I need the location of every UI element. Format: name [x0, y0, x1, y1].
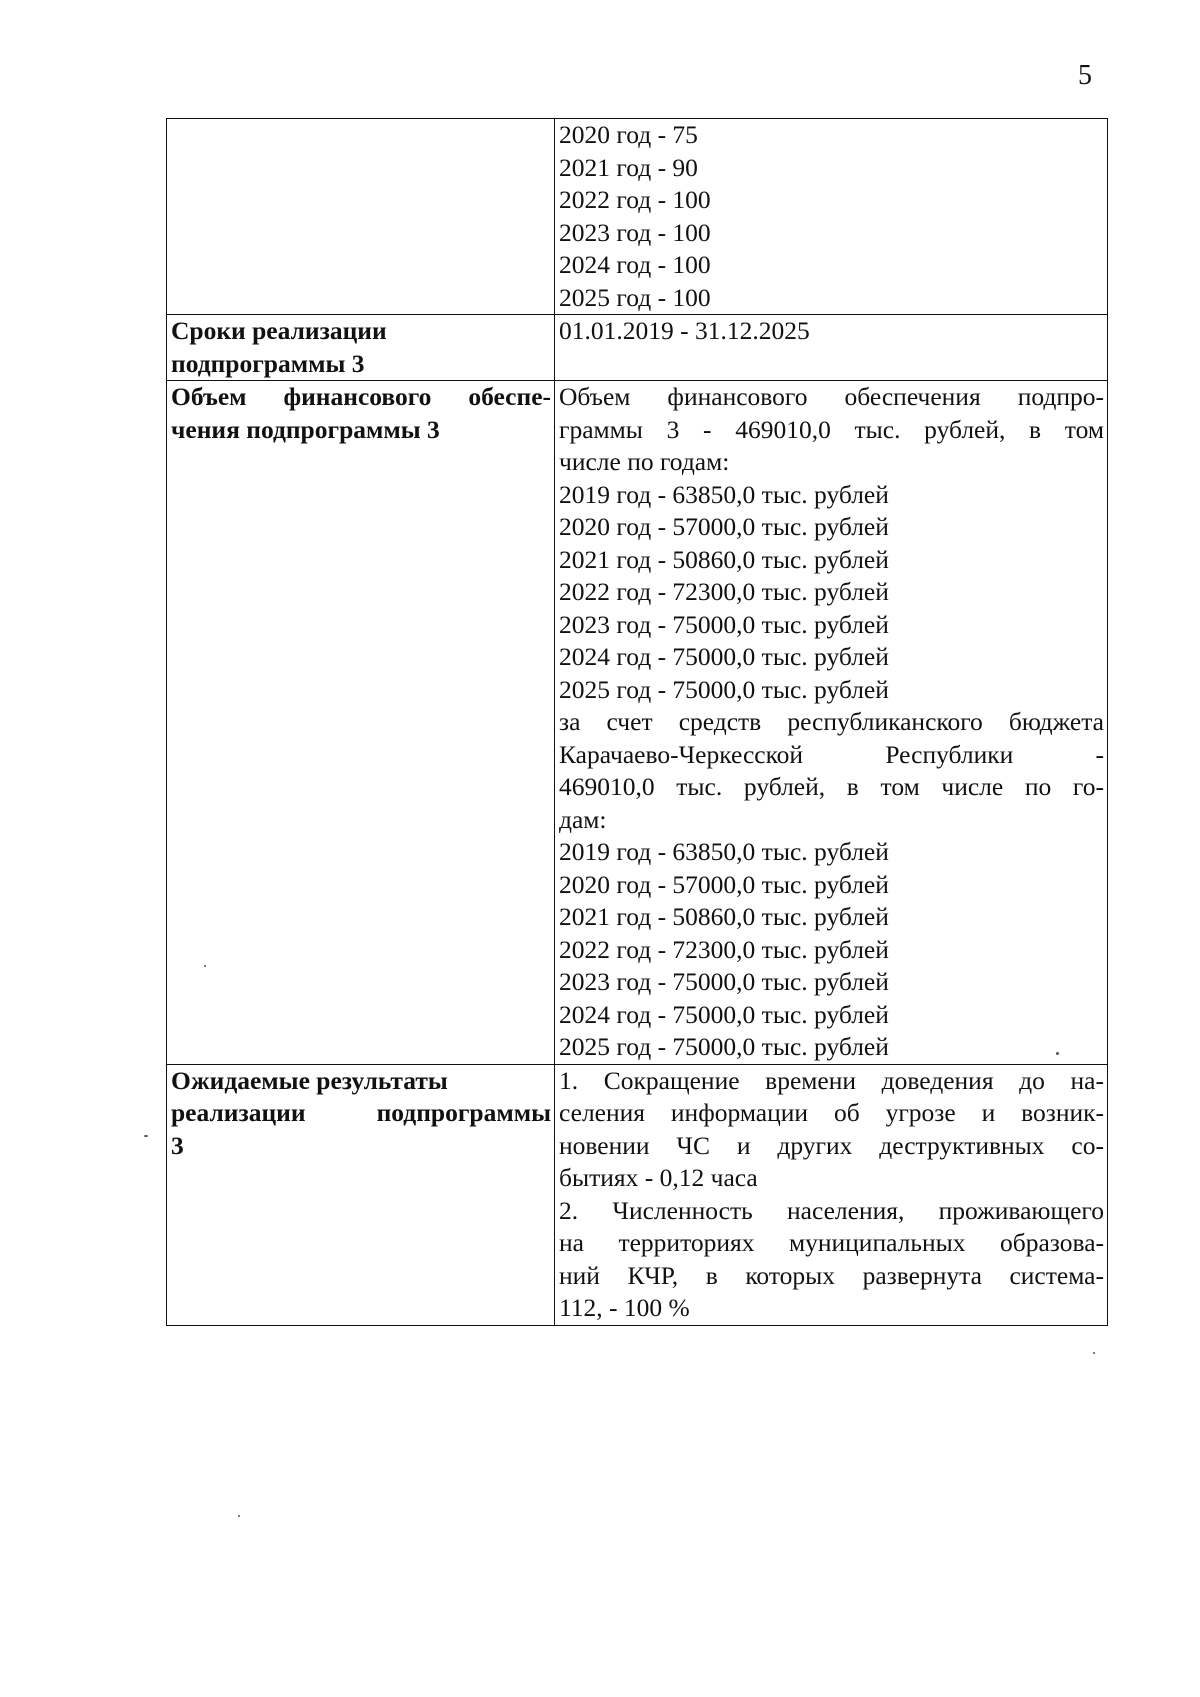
subprogram-passport-table — [166, 118, 1108, 1326]
results-value-line: 112, - 100 % — [559, 1293, 690, 1322]
indicator-value-line: 2024 год - 100 — [559, 250, 711, 279]
results-value-line: на территориях муниципальных образова- — [559, 1228, 1104, 1257]
results-value-cell — [555, 1064, 1108, 1325]
funding-value-line: 2024 год - 75000,0 тыс. рублей — [559, 642, 889, 671]
terms-label-line: Сроки реализации — [171, 316, 387, 345]
funding-label-line: чения подпрограммы 3 — [171, 414, 440, 444]
indicator-value-line: 2023 год - 100 — [559, 217, 711, 247]
funding-value-line: Объем финансового обеспечения подпро- — [559, 382, 1104, 411]
funding-value-line: числе по годам: — [559, 447, 730, 476]
terms-label-line: подпрограммы 3 — [171, 348, 365, 378]
indicator-value-line: 2025 год - 100 — [559, 282, 711, 312]
table-row-indicators — [167, 119, 1108, 315]
funding-value-cell — [555, 381, 1108, 1065]
funding-value-line: 2021 год - 50860,0 тыс. рублей — [559, 544, 889, 574]
funding-value-line: за счет средств республиканского бюджета — [559, 707, 1104, 736]
results-value-line: 1. Сокращение времени доведения до на- — [559, 1065, 1104, 1095]
results-value-line: новении ЧС и других деструктивных со- — [559, 1130, 1104, 1160]
terms-value-cell — [555, 315, 1108, 381]
funding-value-line: 2022 год - 72300,0 тыс. рублей — [559, 577, 889, 606]
funding-value-line: Карачаево-Черкесской Республики - — [559, 739, 1104, 769]
indicator-value-line: 2022 год - 100 — [559, 185, 711, 214]
results-label-line: Ожидаемые результаты — [171, 1065, 448, 1095]
indicators-value-cell — [555, 119, 1108, 315]
funding-value-line: 2022 год - 72300,0 тыс. рублей — [559, 934, 889, 964]
funding-value-line: 2023 год - 75000,0 тыс. рублей — [559, 967, 889, 996]
funding-value-line: граммы 3 - 469010,0 тыс. рублей, в том — [559, 414, 1104, 444]
funding-value-line: 2023 год - 75000,0 тыс. рублей — [559, 609, 889, 639]
funding-label-cell — [167, 381, 555, 1065]
funding-value-line: 2020 год - 57000,0 тыс. рублей — [559, 512, 889, 541]
indicator-value-line: 2020 год - 75 — [559, 120, 698, 149]
scan-speck — [238, 1515, 240, 1517]
scan-speck — [204, 965, 206, 967]
scan-speck — [1056, 1052, 1059, 1055]
funding-value-line: 2025 год - 75000,0 тыс. рублей — [559, 1032, 889, 1061]
results-label-cell — [167, 1064, 555, 1325]
scan-speck — [144, 1135, 148, 1137]
results-label-line: 3 — [171, 1130, 184, 1160]
funding-value-line: 2024 год - 75000,0 тыс. рублей — [559, 999, 889, 1029]
funding-label-line: Объем финансового обеспе- — [171, 382, 551, 411]
funding-value-line: 469010,0 тыс. рублей, в том числе по го- — [559, 772, 1104, 801]
page-number: 5 — [1078, 60, 1092, 91]
results-value-line: бытиях - 0,12 часа — [559, 1163, 758, 1192]
table-row-funding — [167, 381, 1108, 1065]
results-value-line: ний КЧР, в которых развернута система- — [559, 1260, 1104, 1290]
results-label-line: реализации подпрограммы — [171, 1098, 551, 1127]
funding-value-line: 2020 год - 57000,0 тыс. рублей — [559, 869, 889, 899]
indicator-value-line: 2021 год - 90 — [559, 152, 698, 182]
funding-value-line: 2019 год - 63850,0 тыс. рублей — [559, 479, 889, 509]
results-value-line: 2. Численность населения, проживающего — [559, 1195, 1104, 1225]
terms-label-cell — [167, 315, 555, 381]
scan-speck — [1093, 1352, 1095, 1354]
funding-value-line: 2025 год - 75000,0 тыс. рублей — [559, 674, 889, 704]
funding-value-line: 2021 год - 50860,0 тыс. рублей — [559, 902, 889, 931]
table-row-terms — [167, 315, 1108, 381]
results-value-line: селения информации об угрозе и возник- — [559, 1098, 1104, 1127]
funding-value-line: дам: — [559, 804, 607, 834]
funding-value-line: 2019 год - 63850,0 тыс. рублей — [559, 837, 889, 866]
indicators-label-cell — [167, 119, 555, 315]
table-row-results — [167, 1064, 1108, 1325]
terms-value: 01.01.2019 - 31.12.2025 — [559, 316, 810, 345]
